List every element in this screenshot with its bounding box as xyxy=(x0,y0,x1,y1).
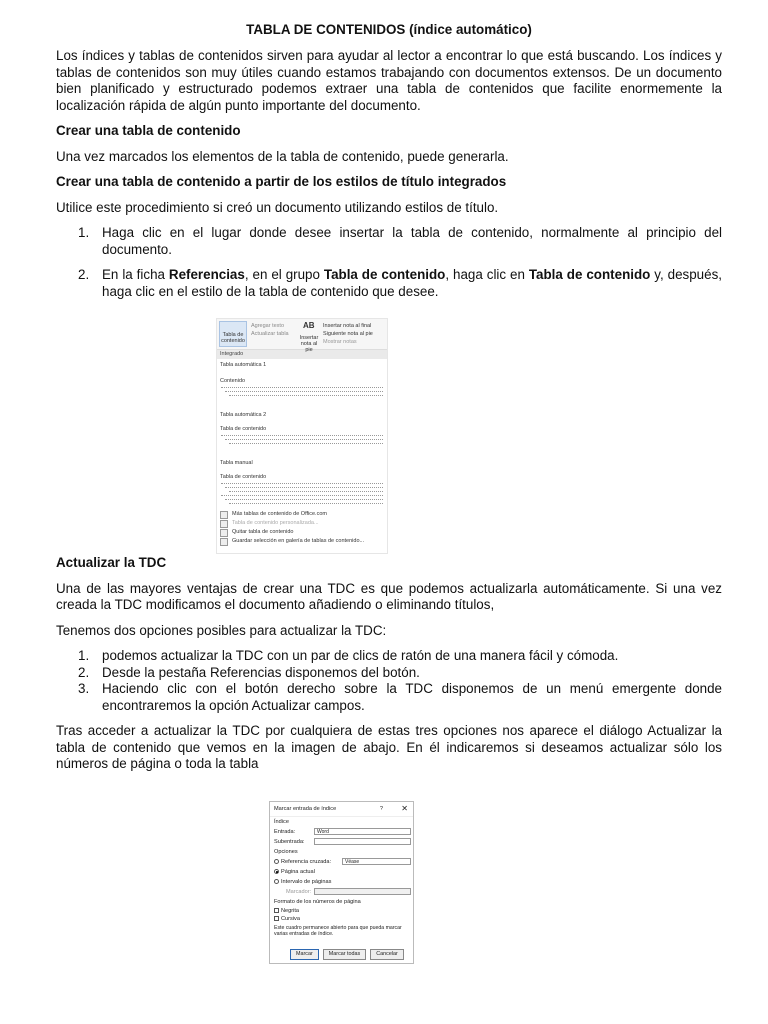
list-item-text: Haciendo clic con el botón derecho sobre la TDC disponemos de un menú emergente donde encontraremos la opción Actualizar campos. xyxy=(102,681,722,713)
mark-all-button: Marcar todas xyxy=(323,949,366,960)
update-table-label: Actualizar tabla xyxy=(251,331,289,337)
save-selection-icon xyxy=(220,538,228,546)
bookmark-label: Marcador: xyxy=(286,889,312,895)
steps-list xyxy=(56,225,722,300)
list-text-part: En la ficha xyxy=(102,267,169,282)
current-page-label: Página actual xyxy=(281,869,315,875)
gallery-manual-label: Tabla manual xyxy=(220,460,253,466)
help-icon: ? xyxy=(379,806,383,812)
options-section-label: Opciones xyxy=(274,849,298,855)
entry-label: Entrada: xyxy=(274,829,296,835)
italic-checkbox xyxy=(274,916,279,921)
dialog-title: Marcar entrada de índice xyxy=(274,806,337,812)
page-title: TABLA DE CONTENIDOS (índice automático) xyxy=(246,22,532,37)
toc-preview-line xyxy=(225,498,383,500)
subentry-label: Subentrada: xyxy=(274,839,305,845)
menu-remove-toc xyxy=(217,528,387,537)
heading-update-toc: Actualizar la TDC xyxy=(56,555,167,570)
list-number: 2. xyxy=(78,267,90,282)
gallery-auto-1-label: Tabla automática 1 xyxy=(220,362,267,368)
gallery-auto-1 xyxy=(217,362,387,396)
list-item xyxy=(56,665,722,682)
list-item xyxy=(56,648,722,665)
custom-toc-icon xyxy=(220,520,228,528)
bold-checkbox xyxy=(274,908,279,913)
list-number: 1. xyxy=(78,225,90,240)
format-section-label: Formato de los números de página xyxy=(274,899,361,905)
list-item xyxy=(56,267,722,300)
subentry-row xyxy=(270,837,413,847)
italic-label: Cursiva xyxy=(281,916,300,922)
office-icon xyxy=(220,511,228,519)
paragraph-generate: Una vez marcados los elementos de la tabla de contenido, puede generarla. xyxy=(56,148,509,164)
menu-remove-toc-label: Quitar tabla de contenido xyxy=(232,529,294,535)
next-footnote-label: Siguiente nota al pie xyxy=(323,331,373,337)
bookmark-select xyxy=(314,888,411,895)
current-page-radio xyxy=(274,869,279,874)
index-section-label: Índice xyxy=(274,819,289,825)
page-range-row xyxy=(270,877,413,887)
toc-preview-line xyxy=(221,482,383,484)
toc-preview-line xyxy=(229,490,383,492)
list-number: 1. xyxy=(78,648,90,663)
menu-custom-toc-label: Tabla de contenido personalizada... xyxy=(232,520,319,526)
cross-ref-label: Referencia cruzada: xyxy=(281,859,332,865)
bold-label: Negrita xyxy=(281,908,300,914)
toc-preview-line xyxy=(221,494,383,496)
close-icon: ✕ xyxy=(401,804,408,813)
toc-gallery-screenshot xyxy=(216,318,388,554)
document-page xyxy=(56,22,722,300)
insert-footnote-label: Insertar nota al pie xyxy=(299,335,319,353)
cross-ref-field: Véase xyxy=(342,858,411,865)
gallery-auto-2 xyxy=(217,412,387,444)
menu-save-selection xyxy=(217,537,387,546)
bold-button-name: Tabla de contenido xyxy=(528,267,651,282)
list-item-text: Desde la pestaña Referencias disponemos del botón. xyxy=(102,664,420,680)
entry-field: Word xyxy=(314,828,411,835)
menu-custom-toc xyxy=(217,519,387,528)
toc-preview-line xyxy=(225,438,383,440)
menu-save-selection-label: Guardar selección en galería de tablas de contenido... xyxy=(232,538,365,544)
dialog-titlebar xyxy=(270,802,413,817)
toc-button: Tabla de contenido xyxy=(219,321,247,347)
entry-row xyxy=(270,827,413,837)
integrated-section-label: Integrado xyxy=(217,350,387,359)
document-page-lower xyxy=(56,555,722,773)
menu-more-toc-label: Más tablas de contenido de Office.com xyxy=(232,511,327,517)
paragraph-dialog: Tras acceder a actualizar la TDC por cualquiera de estas tres opciones nos aparece el diálogo Actualizar la tabla de contenido que vemos en la imagen de abajo. En él indicaremos si deseamos actualizar sólo los números de página o toda la tabla xyxy=(56,723,722,771)
cross-ref-radio xyxy=(274,859,279,864)
list-number: 3. xyxy=(78,681,90,696)
toc-preview-line xyxy=(225,390,383,392)
subentry-field xyxy=(314,838,411,845)
list-item-text: Haga clic en el lugar donde desee insertar la tabla de contenido, normalmente al principio del documento. xyxy=(102,225,722,257)
gallery-auto-2-label: Tabla automática 2 xyxy=(220,412,267,418)
insert-endnote-label: Insertar nota al final xyxy=(323,323,372,329)
list-text-part: , en el grupo xyxy=(244,267,324,282)
toc-preview-line xyxy=(229,442,383,444)
ribbon-strip xyxy=(217,319,387,353)
ribbon-group-1 xyxy=(251,322,289,338)
paragraph-two-options: Tenemos dos opciones posibles para actualizar la TDC: xyxy=(56,622,387,638)
gallery-manual xyxy=(217,460,387,504)
page-range-radio xyxy=(274,879,279,884)
add-text-label: Agregar texto xyxy=(251,323,285,329)
heading-create-from-styles: Crear una tabla de contenido a partir de los estilos de título integrados xyxy=(56,174,507,189)
cross-ref-row xyxy=(270,857,413,867)
paragraph-procedure: Utilice este procedimiento si creó un documento utilizando estilos de título. xyxy=(56,199,499,215)
dialog-info-text: Este cuadro permanece abierto para que pueda marcar varias entradas de índice. xyxy=(274,925,402,937)
dialog-buttons xyxy=(290,949,404,960)
cancel-button: Cancelar xyxy=(370,949,404,960)
italic-row xyxy=(270,915,413,923)
current-page-row xyxy=(270,867,413,877)
toc-preview-line xyxy=(229,394,383,396)
bold-referencias: Referencias xyxy=(168,267,245,282)
remove-toc-icon xyxy=(220,529,228,537)
toc-preview-line xyxy=(221,386,383,388)
gallery-manual-heading: Tabla de contenido xyxy=(220,474,267,480)
options-list xyxy=(56,648,722,714)
mark-index-dialog-screenshot xyxy=(269,801,414,964)
heading-create-toc: Crear una tabla de contenido xyxy=(56,123,241,138)
gallery-auto-2-heading: Tabla de contenido xyxy=(220,426,267,432)
bookmark-row xyxy=(270,887,413,897)
paragraph-advantages: Una de las mayores ventajas de crear una TDC es que podemos actualizarla automáticamente. Si una vez creada la TDC modificamos el documento añadiendo o eliminando títulos, xyxy=(56,580,722,612)
page-range-label: Intervalo de páginas xyxy=(281,879,332,885)
bold-group-name: Tabla de contenido xyxy=(323,267,446,282)
list-item xyxy=(56,681,722,714)
ribbon-group-2 xyxy=(323,322,373,346)
list-number: 2. xyxy=(78,664,90,680)
list-text-part: , haga clic en xyxy=(445,267,529,282)
gallery-auto-1-heading: Contenido xyxy=(220,378,246,384)
show-notes-label: Mostrar notas xyxy=(323,339,357,345)
toc-preview-line xyxy=(225,486,383,488)
list-item xyxy=(56,225,722,258)
toc-preview-line xyxy=(221,434,383,436)
menu-more-toc xyxy=(217,510,387,519)
bold-row xyxy=(270,907,413,915)
mark-button: Marcar xyxy=(290,949,319,960)
footnote-icon: AB xyxy=(303,321,315,330)
list-text-part: y, después, haga clic en el estilo de la tabla de contenido que desee. xyxy=(102,267,722,299)
intro-paragraph: Los índices y tablas de contenidos sirven para ayudar al lector a encontrar lo que está buscando. Los índices y tablas de contenidos son muy útiles cuando estamos trabajando con documentos extensos. De un documento bien planificado y estructurado podemos extraer una tabla de contenidos que facilite enormemente la localización rápida de algún punto importante del documento. xyxy=(56,48,722,113)
list-item-text: podemos actualizar la TDC con un par de clics de ratón de una manera fácil y cómoda. xyxy=(102,648,619,663)
